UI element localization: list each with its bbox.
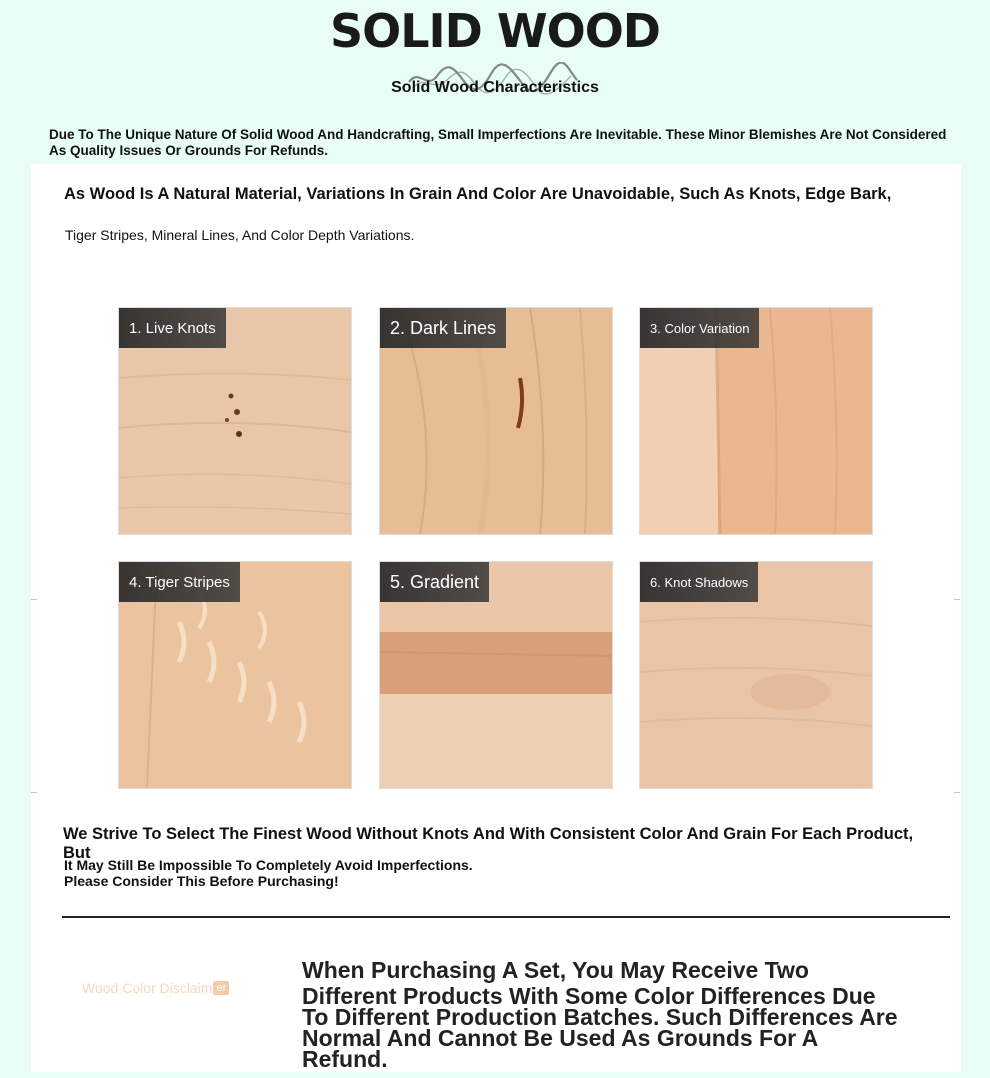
sample-tag-tiger-stripes: 4. Tiger Stripes xyxy=(119,562,240,602)
sample-live-knots xyxy=(118,307,352,535)
set-notice-line-1: When Purchasing A Set, You May Receive Two xyxy=(302,957,809,983)
strive-line-3: Please Consider This Before Purchasing! xyxy=(64,872,339,889)
sample-tag-gradient: 5. Gradient xyxy=(380,562,489,602)
set-notice-line-2: Different Products With Some Color Differences Due To Different Production Batches. Such Differences Are Normal And Cannot Be Used As Grounds For A Refund. xyxy=(302,983,898,1072)
strive-line-1: We Strive To Select The Finest Wood Without Knots And With Consistent Color And Grain For Each Product, But xyxy=(63,825,914,862)
sample-color-variation xyxy=(639,307,873,535)
page-subtitle: Solid Wood Characteristics xyxy=(391,79,599,96)
strive-notice xyxy=(64,858,473,889)
sample-tag-dark-lines: 2. Dark Lines xyxy=(380,308,506,348)
variations-line-2: Tiger Stripes, Mineral Lines, And Color Depth Variations. xyxy=(65,227,415,243)
sample-knot-shadows xyxy=(639,561,873,789)
right-edge-rule xyxy=(954,599,960,600)
sample-dark-lines xyxy=(379,307,613,535)
disclaimer-chip: er xyxy=(213,981,229,995)
strive-line-2: It May Still Be Impossible To Completely Avoid Imperfections. xyxy=(64,857,473,873)
section-divider xyxy=(62,916,950,918)
sample-tag-live-knots: 1. Live Knots xyxy=(119,308,226,348)
sample-tag-color-variation: 3. Color Variation xyxy=(640,308,759,348)
sample-tag-knot-shadows: 6. Knot Shadows xyxy=(640,562,758,602)
disclaimer-label: Wood Color Disclaim xyxy=(82,980,213,996)
left-edge-rule xyxy=(31,599,37,600)
sample-gradient xyxy=(379,561,613,789)
right-edge-rule-2 xyxy=(954,792,960,793)
sample-tiger-stripes xyxy=(118,561,352,789)
set-notice xyxy=(302,957,902,1072)
wood-color-disclaimer-badge xyxy=(66,966,238,1010)
left-edge-rule-2 xyxy=(31,792,37,793)
page-title: SOLID WOOD xyxy=(330,4,660,58)
intro-text: Due To The Unique Nature Of Solid Wood And Handcrafting, Small Imperfections Are Inevitable. These Minor Blemishes Are Not Considered As Quality Issues Or Grounds For Refunds. xyxy=(49,127,947,158)
variations-line-1: As Wood Is A Natural Material, Variations In Grain And Color Are Unavoidable, Such As Knots, Edge Bark, xyxy=(64,185,892,203)
